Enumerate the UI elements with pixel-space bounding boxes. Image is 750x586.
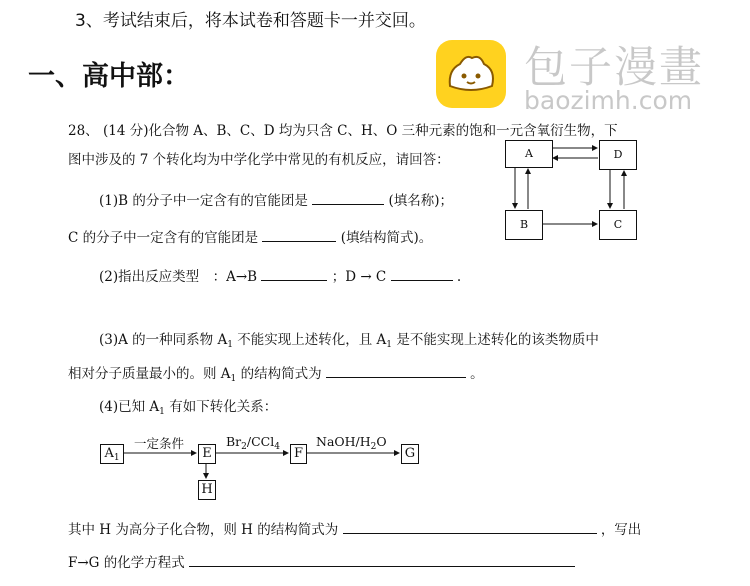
watermark-brand: 包子漫畫 [524, 43, 704, 93]
cond2-a: Br [226, 434, 242, 449]
question-intro-line2: 图中涉及的 7 个转化均为中学化学中常见的有机反应，请回答： [68, 152, 450, 168]
part5-line2-a: F→G 的化学方程式 [68, 555, 185, 571]
flow-box-e: E [198, 444, 216, 464]
watermark-url: baozimh.com [524, 86, 693, 115]
cond3-b: O [376, 434, 387, 449]
instruction-line-3: 3、考试结束后，将本试卷和答题卡一并交回。 [75, 11, 426, 31]
section-title: 一、高中部： [28, 61, 190, 92]
part3-line2-b: 的结构简式为 [240, 366, 322, 382]
subscript-1: 1 [159, 407, 165, 417]
flow-condition-1: 一定条件 [134, 436, 185, 451]
flow-box-f: F [290, 444, 307, 464]
part4-a: (4)已知 A [99, 399, 160, 415]
cond2-sub1: 2 [241, 442, 247, 452]
subscript-1: 1 [386, 340, 393, 350]
subscript-1: 1 [227, 340, 233, 350]
diagram-box-d: D [599, 140, 637, 170]
part1-line1-note: (填名称)； [388, 193, 453, 209]
part1-line2-note: (填结构简式)。 [340, 230, 433, 246]
subscript-1: 1 [230, 374, 237, 384]
flow-a1-label: A [104, 446, 114, 461]
cond2-b: /CCl [246, 434, 275, 449]
part3-line2-c: 。 [470, 366, 484, 382]
part1-line1-text: (1)B 的分子中一定含有的官能团是 [99, 193, 308, 209]
part3-line2-a: 相对分子质量最小的。则 A [68, 366, 231, 382]
part1-line2-text: C 的分子中一定含有的官能团是 [68, 230, 259, 246]
part3-line1-a: (3)A 的一种同系物 A [99, 332, 228, 348]
flow-a1-sub: 1 [113, 453, 120, 463]
part2-text-c: . [456, 269, 462, 285]
cond3-sub: 2 [370, 442, 377, 452]
part3-line1-c: 是不能实现上述转化的该类物质中 [396, 332, 599, 348]
part5-line1-a: 其中 H 为高分子化合物，则 H 的结构简式为 [68, 522, 339, 538]
part5-line1-b: ，写出 [600, 522, 642, 538]
diagram-box-b: B [505, 210, 543, 240]
diagram-box-a: A [505, 140, 553, 168]
flow-box-g: G [401, 444, 419, 464]
question-intro-line1: 28、 (14 分)化合物 A、B、C、D 均为只含 C、H、O 三种元素的饱和一元含氧衍生物，下 [68, 123, 618, 139]
cond3-a: NaOH/H [316, 434, 371, 449]
cond2-sub2: 4 [274, 442, 280, 452]
part4-b: 有如下转化关系： [169, 399, 278, 415]
diagram-box-c: C [599, 210, 637, 240]
part2-text-a: (2)指出反应类型 ：A→B [99, 269, 258, 285]
flow-box-h: H [198, 480, 216, 500]
part3-line1-b: 不能实现上述转化，且 A [237, 332, 387, 348]
part2-text-b: ；D → C [331, 269, 387, 285]
